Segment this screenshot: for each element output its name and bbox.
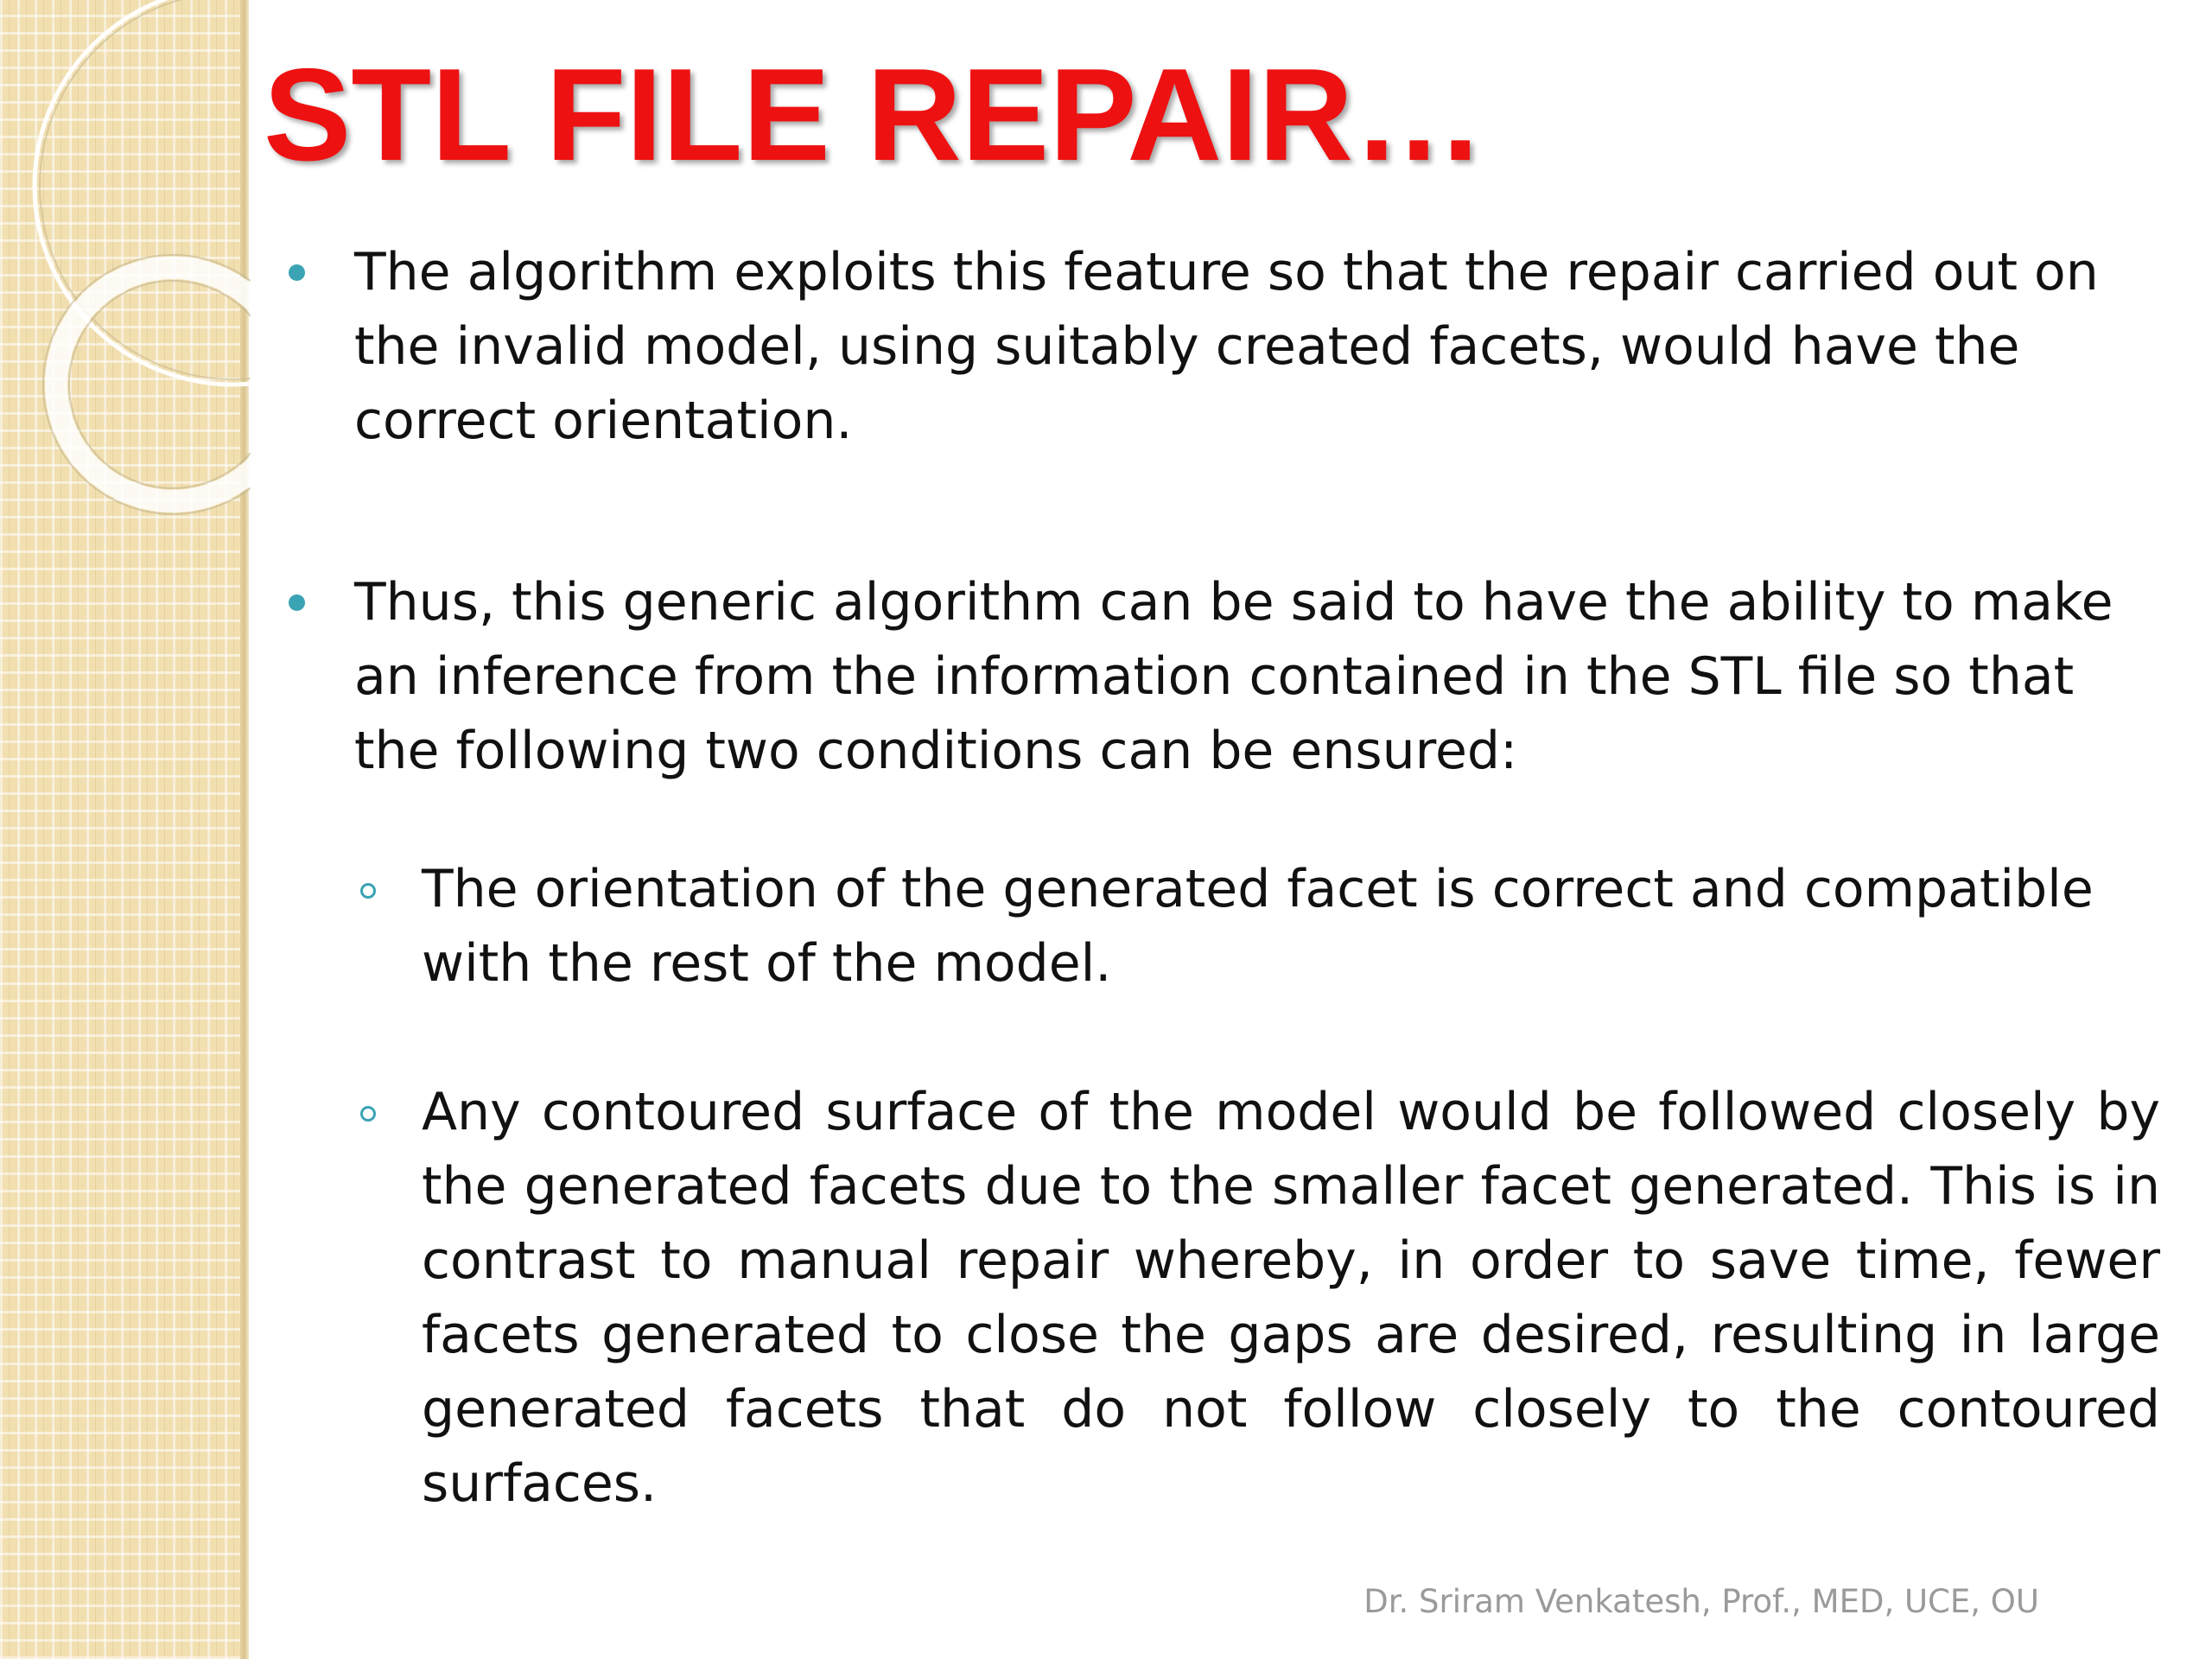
bullet-dot-icon xyxy=(289,594,305,611)
sub-bullet-item xyxy=(276,1075,2160,1521)
sub-bullet-text: The orientation of the generated facet is correct and compatible with the rest of the model. xyxy=(422,859,2094,994)
bullet-dot-icon xyxy=(289,264,305,281)
slide-content xyxy=(276,235,2160,1521)
bullet-item xyxy=(276,235,2160,458)
sub-bullet-ring-icon xyxy=(360,1106,376,1122)
sub-bullet-ring-icon xyxy=(360,883,376,899)
decorative-rings-icon xyxy=(0,0,251,553)
bullet-text: Thus, this generic algorithm can be said to have the ability to make an inference from the information contained in the STL file so that the following two conditions can be ensured: xyxy=(354,572,2113,781)
slide-footer: Dr. Sriram Venkatesh, Prof., MED, UCE, OU xyxy=(1363,1583,2039,1620)
sub-bullet-item xyxy=(276,852,2160,1001)
bullet-item xyxy=(276,565,2160,788)
slide-title: STL FILE REPAIR… xyxy=(264,41,1485,188)
sub-bullet-list xyxy=(276,852,2160,1521)
bullet-text: The algorithm exploits this feature so that the repair carried out on the invalid model, using suitably created facets, would have the correct orientation. xyxy=(354,242,2099,451)
sub-bullet-text: Any contoured surface of the model would be followed closely by the generated facets due to the smaller facet generated. This is in contrast to manual repair whereby, in order to save time, fewer facets generated to close the gaps are desired, resulting in large generated facets that do not follow closely to the contoured surfaces. xyxy=(422,1082,2160,1514)
